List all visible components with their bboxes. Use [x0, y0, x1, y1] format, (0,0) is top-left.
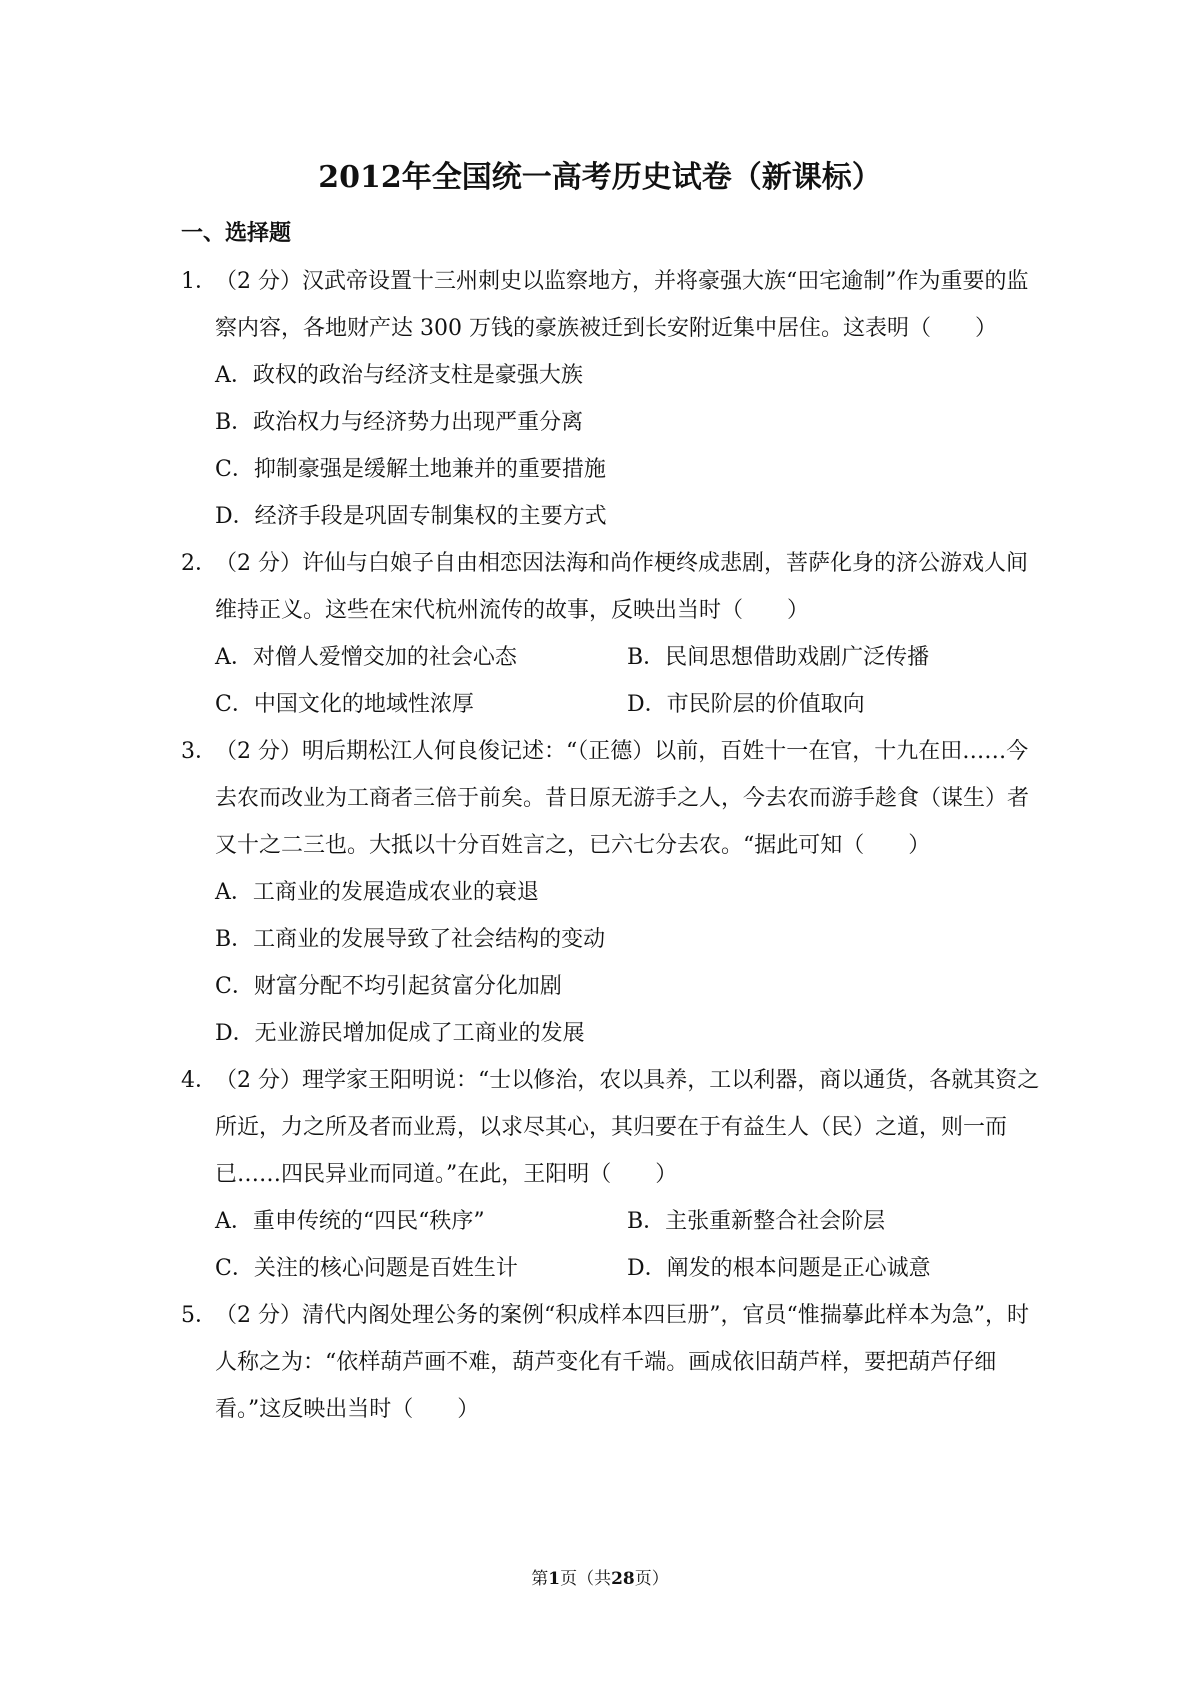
page-footer [0, 1564, 1200, 1589]
option-list [215, 1198, 1041, 1292]
option-a: A．政权的政治与经济支柱是豪强大族 [215, 363, 583, 388]
question-number: 4． [181, 1068, 217, 1093]
question-number: 1． [181, 269, 217, 294]
option-b: B．主张重新整合社会阶层 [627, 1209, 886, 1234]
question-1 [181, 258, 1041, 540]
option-c: C．抑制豪强是缓解土地兼并的重要措施 [215, 457, 606, 482]
option-c: C．关注的核心问题是百姓生计 [215, 1256, 518, 1281]
option-c: C．财富分配不均引起贫富分化加剧 [215, 974, 562, 999]
footer-middle: 页（共 [560, 1569, 612, 1589]
question-number: 2． [181, 551, 217, 576]
question-stem: （2 分）清代内阁处理公务的案例“积成样本四巨册”，官员“惟揣摹此样本为急”，时人称之为：“依样葫芦画不难，葫芦变化有千端。画成依旧葫芦样，要把葫芦仔细看。”这反映出当时（ ） [215, 1303, 1029, 1422]
option-list [215, 634, 1041, 728]
option-a: A．工商业的发展造成农业的衰退 [215, 880, 539, 905]
question-stem: （2 分）明后期松江人何良俊记述：“（正德）以前，百姓十一在官，十九在田……今去农而改业为工商者三倍于前矣。昔日原无游手之人，今去农而游手趁食（谋生）者又十之二三也。大抵以十分百姓言之，已六七分去农。“据此可知（ ） [215, 739, 1030, 858]
question-3 [181, 728, 1041, 1057]
question-4 [181, 1057, 1041, 1292]
question-list [181, 258, 1041, 1433]
footer-suffix: 页） [634, 1569, 669, 1589]
option-a: A．对僧人爱憎交加的社会心态 [215, 645, 517, 670]
question-stem: （2 分）许仙与白娘子自由相恋因法海和尚作梗终成悲剧，菩萨化身的济公游戏人间维持正义。这些在宋代杭州流传的故事，反映出当时（ ） [215, 551, 1028, 623]
current-page-number: 1 [548, 1569, 561, 1589]
option-b: B．民间思想借助戏剧广泛传播 [627, 645, 930, 670]
option-list [215, 869, 1041, 1057]
question-stem: （2 分）理学家王阳明说：“士以修治，农以具养，工以利器，商以通货，各就其资之所近，力之所及者而业焉，以求尽其心，其归要在于有益生人（民）之道，则一而已……四民异业而同道。”在此，王阳明（ ） [215, 1068, 1040, 1187]
option-b: B．工商业的发展导致了社会结构的变动 [215, 927, 606, 952]
exam-title: 2012年全国统一高考历史试卷（新课标） [318, 160, 882, 195]
option-d: D．市民阶层的价值取向 [627, 692, 865, 717]
footer-prefix: 第 [531, 1569, 549, 1589]
question-number: 3． [181, 739, 217, 764]
option-c: C．中国文化的地域性浓厚 [215, 692, 474, 717]
question-stem: （2 分）汉武帝设置十三州刺史以监察地方，并将豪强大族“田宅逾制”作为重要的监察内容，各地财产达 300 万钱的豪族被迁到长安附近集中居住。这表明（ ） [215, 269, 1029, 341]
section-heading: 一、选择题 [181, 220, 292, 246]
option-d: D．经济手段是巩固专制集权的主要方式 [215, 504, 607, 529]
option-a: A．重申传统的“四民“秩序” [215, 1209, 485, 1234]
option-b: B．政治权力与经济势力出现严重分离 [215, 410, 584, 435]
option-d: D．阐发的根本问题是正心诚意 [627, 1256, 931, 1281]
total-page-count: 28 [611, 1569, 635, 1589]
question-2 [181, 540, 1041, 728]
question-number: 5． [181, 1303, 217, 1328]
question-5 [181, 1292, 1041, 1433]
option-list [215, 352, 1041, 540]
option-d: D．无业游民增加促成了工商业的发展 [215, 1021, 585, 1046]
